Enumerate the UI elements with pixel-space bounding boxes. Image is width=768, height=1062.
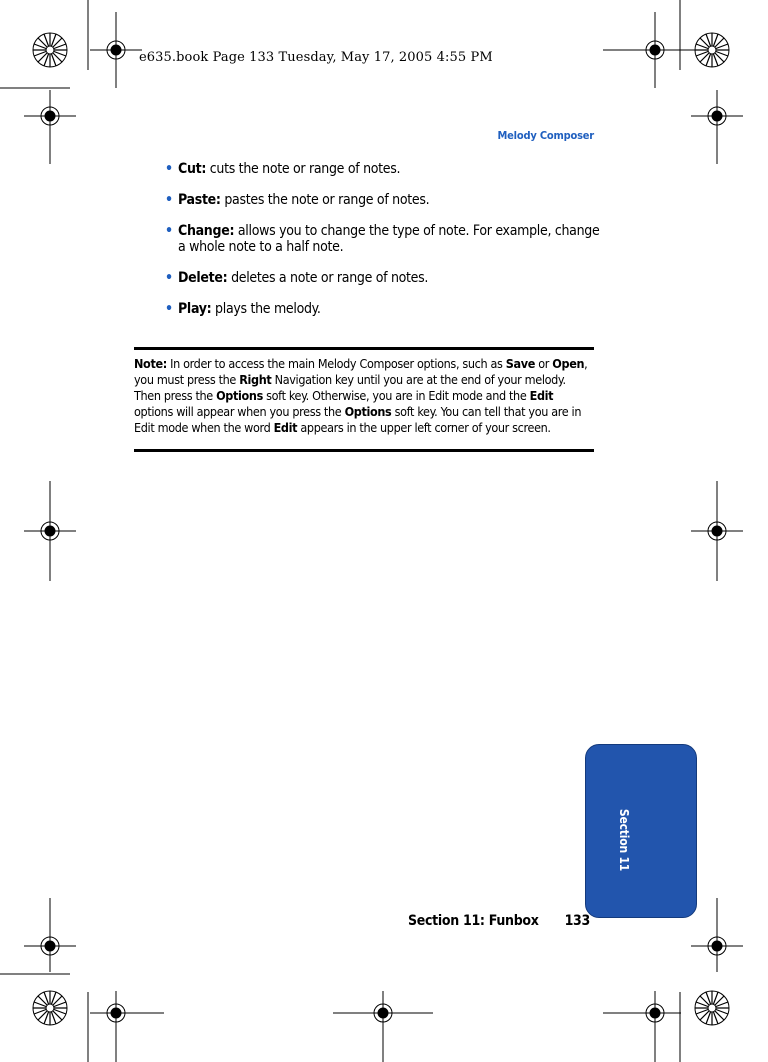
bullet-text: deletes a note or range of notes. [227,270,429,286]
note-keyword: Options [216,388,263,403]
page-number: 133 [564,913,590,929]
crosshair-right-a [691,90,743,164]
bullet-list [165,161,605,332]
note-keyword: Edit [529,388,554,403]
note-text: appears in the upper left corner of your screen. [297,420,551,435]
running-head: Melody Composer [497,129,594,142]
bullet-term: Play: [178,301,212,317]
bullet-text: pastes the note or range of notes. [220,192,430,208]
bullet-text: cuts the note or range of notes. [206,161,401,177]
bullet-icon: • [165,192,173,208]
section-tab-text: Section 11 [617,808,631,872]
crosshair-bottom-b [603,991,681,1062]
list-item [165,301,605,317]
note-keyword: Options [344,404,392,419]
note-text: soft key. Otherwise, you are in Edit mode and the [262,388,530,403]
list-item [165,223,605,255]
bullet-term: Change: [178,223,235,239]
note-box [134,347,594,452]
crosshair-left-b [24,898,76,972]
section-tab [585,744,697,918]
bullet-text: allows you to change the type of note. For example, change a whole note to a half note. [178,223,600,255]
bullet-term: Delete: [178,270,228,286]
starburst-top-left [33,33,67,67]
starburst-bottom-right [695,991,729,1025]
list-item [165,270,605,286]
bullet-text: plays the melody. [211,301,321,317]
list-item [165,192,605,208]
note-text: In order to access the main Melody Composer options, such as [166,356,506,371]
note-text: , you must press the [134,356,588,387]
note-text: soft key. You can tell that you are in Edit mode when the word [134,404,582,435]
bullet-icon: • [165,270,173,286]
note-keyword: Right [239,372,272,387]
page-footer [408,913,590,929]
crosshair-left-a [24,90,76,164]
crosshair-left-mid [24,481,76,581]
section-tab-label [614,800,634,880]
note-keyword: Open [552,356,585,371]
bullet-icon: • [165,161,173,177]
bullet-term: Paste: [178,192,221,208]
crosshair-top-b [603,12,703,88]
starburst-bottom-left [33,991,67,1025]
bullet-icon: • [165,223,173,239]
note-label: Note: [134,356,167,371]
crosshair-top-a [90,12,142,88]
note-text: options will appear when you press the [134,404,345,419]
note-keyword: Edit [273,420,298,435]
footer-section: Section 11: Funbox [407,913,539,929]
crosshair-right-mid [691,481,743,581]
crosshair-right-b [691,898,743,972]
note-text: Navigation key until you are at the end of your melody. Then press the [134,372,566,403]
bullet-icon: • [165,301,173,317]
bullet-term: Cut: [178,161,207,177]
note-text: or [535,356,553,371]
list-item [165,161,605,177]
print-header: e635.book Page 133 Tuesday, May 17, 2005 4:55 PM [139,50,493,65]
note-keyword: Save [505,356,536,371]
crosshair-bottom-mid [333,991,433,1062]
crosshair-bottom-a [90,991,164,1062]
